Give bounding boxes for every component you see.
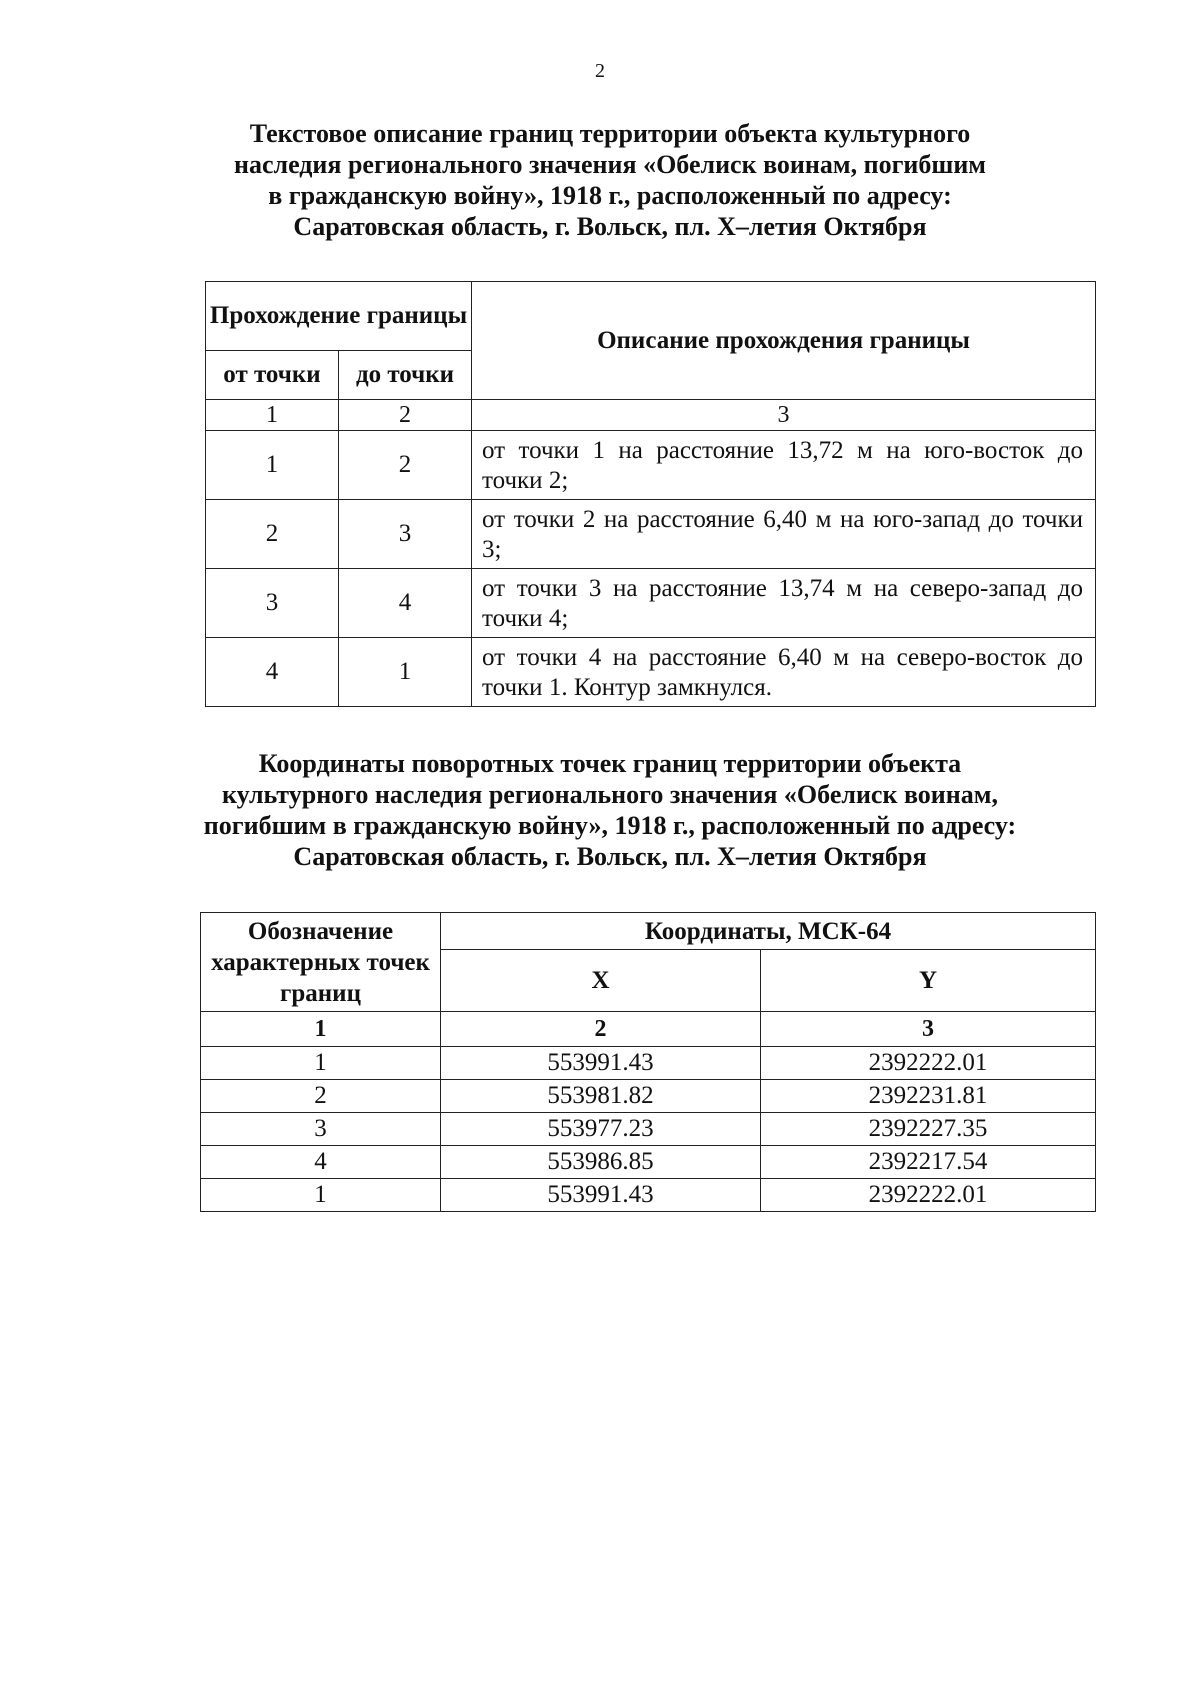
y-cell: 2392217.54 [761, 1146, 1096, 1179]
y-cell: 2392222.01 [761, 1179, 1096, 1212]
from-point-cell: 2 [206, 500, 339, 569]
section1-title-line: Саратовская область, г. Вольск, пл. Х–летия Октября [293, 212, 927, 241]
header-y: Y [761, 950, 1096, 1012]
description-cell: от точки 1 на расстояние 13,72 м на юго-восток до точки 2; [472, 431, 1096, 500]
point-cell: 2 [201, 1080, 441, 1113]
section1-title [180, 118, 1040, 242]
to-point-cell: 3 [339, 500, 472, 569]
description-cell: от точки 3 на расстояние 13,74 м на северо-запад до точки 4; [472, 569, 1096, 638]
section2-title-line: погибшим в гражданскую войну», 1918 г., расположенный по адресу: [203, 811, 1017, 840]
header-passage: Прохождение границы [206, 282, 472, 351]
point-cell: 3 [201, 1113, 441, 1146]
boundary-description-table [205, 281, 1096, 707]
section2-title-line: Саратовская область, г. Вольск, пл. Х–летия Октября [293, 842, 927, 871]
header-from-point: от точки [206, 351, 339, 400]
y-cell: 2392227.35 [761, 1113, 1096, 1146]
coordinates-table [200, 912, 1096, 1212]
column-number-row [201, 1012, 1096, 1047]
from-point-cell: 4 [206, 638, 339, 707]
column-number: 2 [339, 400, 472, 431]
column-number: 3 [761, 1012, 1096, 1047]
column-number: 2 [441, 1012, 761, 1047]
table-row [201, 1179, 1096, 1212]
description-cell: от точки 4 на расстояние 6,40 м на северо-восток до точки 1. Контур замкнулся. [472, 638, 1096, 707]
to-point-cell: 2 [339, 431, 472, 500]
y-cell: 2392231.81 [761, 1080, 1096, 1113]
header-to-point: до точки [339, 351, 472, 400]
section1-title-line: в гражданскую войну», 1918 г., расположенный по адресу: [268, 181, 952, 210]
table-row [201, 1113, 1096, 1146]
section1-title-line: Текстовое описание границ территории объекта культурного [249, 119, 971, 148]
section2-title [180, 748, 1040, 872]
column-number-row [206, 400, 1096, 431]
from-point-cell: 3 [206, 569, 339, 638]
x-cell: 553991.43 [441, 1047, 761, 1080]
column-number: 1 [201, 1012, 441, 1047]
x-cell: 553981.82 [441, 1080, 761, 1113]
header-description: Описание прохождения границы [472, 282, 1096, 400]
section2-title-line: Координаты поворотных точек границ территории объекта [258, 749, 962, 778]
table-row [206, 431, 1096, 500]
table-row [201, 1080, 1096, 1113]
point-cell: 4 [201, 1146, 441, 1179]
column-number: 3 [472, 400, 1096, 431]
table-row [201, 1146, 1096, 1179]
point-cell: 1 [201, 1179, 441, 1212]
section2-title-line: культурного наследия регионального значения «Обелиск воинам, [222, 780, 998, 809]
table-row [206, 569, 1096, 638]
table-row [201, 1047, 1096, 1080]
column-number: 1 [206, 400, 339, 431]
x-cell: 553986.85 [441, 1146, 761, 1179]
header-x: X [441, 950, 761, 1012]
to-point-cell: 1 [339, 638, 472, 707]
y-cell: 2392222.01 [761, 1047, 1096, 1080]
header-coordinates: Координаты, МСК-64 [441, 913, 1096, 950]
table-row [206, 638, 1096, 707]
description-cell: от точки 2 на расстояние 6,40 м на юго-запад до точки 3; [472, 500, 1096, 569]
from-point-cell: 1 [206, 431, 339, 500]
x-cell: 553991.43 [441, 1179, 761, 1212]
page-number: 2 [595, 60, 605, 82]
point-cell: 1 [201, 1047, 441, 1080]
table-row [206, 500, 1096, 569]
x-cell: 553977.23 [441, 1113, 761, 1146]
header-point-designation: Обозначение характерных точек границ [201, 913, 441, 1012]
section1-title-line: наследия регионального значения «Обелиск воинам, погибшим [233, 150, 987, 179]
to-point-cell: 4 [339, 569, 472, 638]
